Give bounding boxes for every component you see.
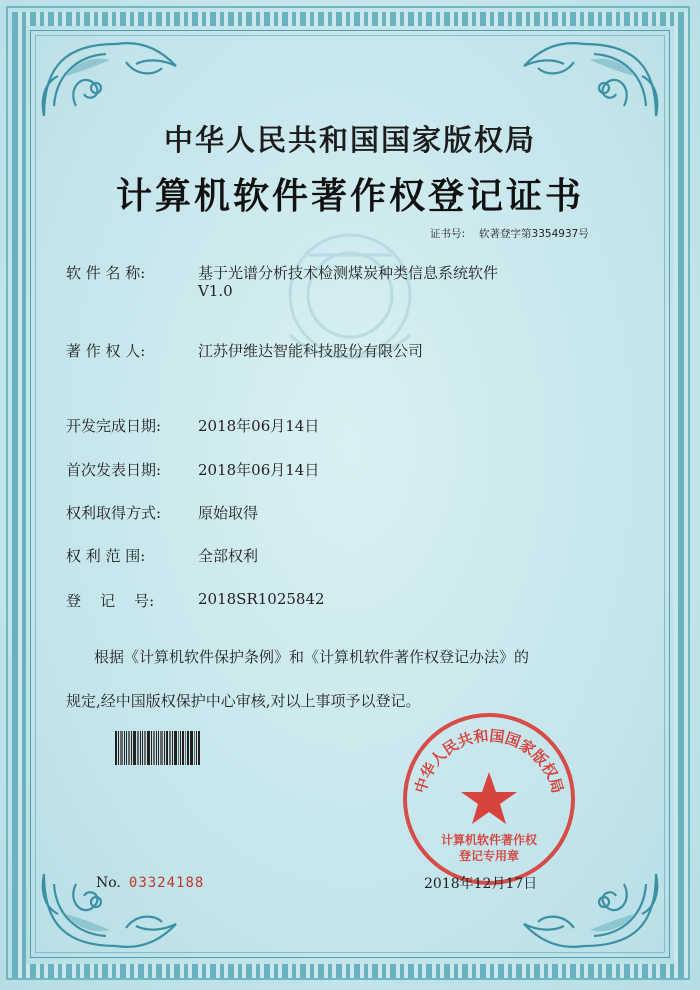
barcode-bar: [133, 731, 136, 765]
certificate-serial: [96, 875, 204, 891]
barcode-bar: [182, 731, 184, 765]
registration-number-label: 登 记 号:: [66, 592, 155, 610]
barcode-bar: [118, 731, 119, 765]
corner-ornament-top-right: [514, 36, 664, 126]
field-scope-of-rights: [66, 545, 258, 566]
issuing-authority-title: 中华人民共和国国家版权局: [163, 123, 536, 157]
field-first-publication-date: [66, 459, 319, 480]
certificate-title: 计算机软件著作权登记证书: [115, 175, 584, 217]
copyright-owner-label: 著 作 权 人:: [66, 342, 146, 360]
barcode-bar: [178, 731, 179, 765]
seal-star-icon: [461, 772, 517, 824]
barcode-bar: [140, 731, 141, 765]
serial-label: No.: [96, 875, 121, 891]
barcode-bar: [131, 731, 132, 765]
barcode-bar: [147, 731, 150, 765]
barcode: [115, 731, 215, 765]
official-seal: [400, 710, 578, 888]
field-software-name: [66, 262, 499, 300]
field-completion-date: [66, 415, 319, 436]
barcode-bar: [142, 731, 143, 765]
software-name-label: 软 件 名 称:: [66, 264, 146, 282]
barcode-bar: [160, 731, 163, 765]
issue-date: 2018年12月17日: [424, 876, 538, 892]
barcode-bar: [164, 731, 165, 765]
barcode-bar: [124, 731, 125, 765]
field-copyright-owner: [66, 340, 423, 361]
corner-ornament-top-left: [36, 36, 186, 126]
acquisition-method-value: 原始取得: [198, 504, 259, 522]
certificate-number: [430, 226, 589, 241]
scope-of-rights-label: 权 利 范 围:: [66, 547, 146, 565]
seal-inner-line-2: 登记专用章: [458, 849, 520, 863]
barcode-bar: [158, 731, 159, 765]
barcode-bar: [151, 731, 152, 765]
barcode-bar: [153, 731, 155, 765]
seal-inner-line-1: 计算机软件著作权: [440, 833, 538, 847]
barcode-bar: [190, 731, 193, 765]
barcode-bar: [174, 731, 177, 765]
statement-line-1: 根据《计算机软件保护条例》和《计算机软件著作权登记办法》的: [94, 648, 530, 666]
barcode-bar: [194, 731, 195, 765]
barcode-bar: [172, 731, 173, 765]
field-acquisition-method: [66, 502, 258, 523]
first-publication-date-label: 首次发表日期:: [66, 461, 162, 479]
barcode-bar: [180, 731, 181, 765]
barcode-bar: [126, 731, 127, 765]
software-name-value: 基于光谱分析技术检测煤炭种类信息系统软件: [198, 264, 499, 282]
completion-date-label: 开发完成日期:: [66, 417, 162, 435]
barcode-bar: [115, 731, 117, 765]
serial-number: 03324188: [128, 875, 205, 891]
registration-number-value: 2018SR1025842: [198, 590, 325, 608]
barcode-bar: [187, 731, 189, 765]
barcode-bar: [166, 731, 168, 765]
barcode-bar: [120, 731, 123, 765]
barcode-bar: [185, 731, 186, 765]
field-registration-number: [66, 590, 325, 611]
barcode-bar: [128, 731, 130, 765]
completion-date-value: 2018年06月14日: [198, 417, 320, 435]
barcode-bar: [144, 731, 146, 765]
copyright-owner-value: 江苏伊维达智能科技股份有限公司: [198, 342, 424, 360]
seal-ring-text: 中华人民共和国国家版权局: [411, 726, 567, 796]
statement-line-2: 规定,经中国版权保护中心审核,对以上事项予以登记。: [66, 692, 421, 710]
barcode-bar: [196, 731, 197, 765]
barcode-bar: [198, 731, 200, 765]
barcode-bar: [156, 731, 157, 765]
acquisition-method-label: 权利取得方式:: [66, 504, 162, 522]
barcode-bar: [169, 731, 171, 765]
barcode-bar: [137, 731, 139, 765]
certificate-number-label: 证书号:: [430, 228, 466, 240]
scope-of-rights-value: 全部权利: [198, 547, 259, 565]
certificate-number-value: 软著登字第3354937号: [479, 228, 589, 240]
software-name-version: V1.0: [198, 282, 233, 300]
first-publication-date-value: 2018年06月14日: [198, 461, 320, 479]
